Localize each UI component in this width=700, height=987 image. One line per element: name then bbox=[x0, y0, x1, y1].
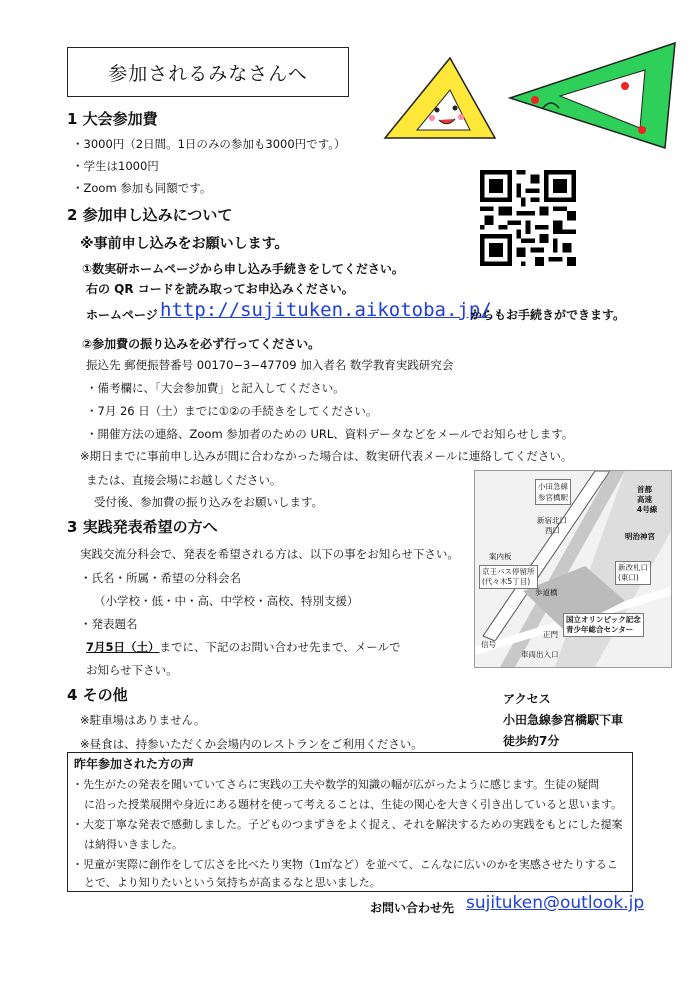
section-2-heading: 2 参加申し込みについて bbox=[67, 206, 233, 224]
fee-line-3: ・Zoom 参加も同額です。 bbox=[72, 181, 212, 195]
presentation-deadline-text: までに、下記のお問い合わせ先まで、メールで bbox=[159, 640, 401, 654]
homepage-label: ホームページ bbox=[86, 308, 158, 322]
map-footbridge: 歩道橋 bbox=[535, 588, 558, 597]
contact-label: お問い合わせ先 bbox=[370, 901, 455, 915]
map-main-gate: 正門 bbox=[543, 630, 558, 639]
map-info-board: 案内板 bbox=[489, 552, 512, 561]
map-vehicle-entrance: 車両出入口 bbox=[521, 650, 559, 659]
bank-info: 振込先 郵便振替番号 00170−3−47709 加入者名 数学教育実践研究会 bbox=[86, 358, 454, 372]
presentation-deadline: 7月5日（土） bbox=[86, 640, 160, 654]
access-map[interactable] bbox=[474, 470, 672, 668]
lunch-note: ※昼食は、持参いただくか会場内のレストランをご利用ください。 bbox=[80, 737, 423, 751]
presentation-notify: お知らせ下さい。 bbox=[86, 663, 178, 677]
map-meiji-shrine: 明治神宮 bbox=[625, 532, 655, 541]
step-1-qr-note: 右の QR コードを読み取ってお申込みください。 bbox=[86, 282, 354, 296]
triangle-ruler-illustration bbox=[375, 38, 680, 153]
presentation-categories: （小学校・低・中・高、中学校・高校、特別支援） bbox=[94, 594, 359, 608]
map-bus-stop: 京王バス停留所 (代々木5丁目) bbox=[479, 565, 538, 589]
map-east-exit: 新改札口 (東口) bbox=[615, 561, 651, 585]
step-2: ②参加費の振り込みを必ず行ってください。 bbox=[82, 337, 321, 351]
map-olympic-center: 国立オリンピック記念 青少年総合センター bbox=[563, 613, 644, 637]
map-station-label: 小田急線 参宮橋駅 bbox=[535, 479, 571, 505]
contact-email-link[interactable]: sujituken@outlook.jp bbox=[466, 893, 645, 913]
access-line-2: 徒歩約7分 bbox=[503, 734, 560, 748]
access-line-1: 小田急線参宮橋駅下車 bbox=[503, 713, 624, 727]
homepage-after-text: からもお手続きができます。 bbox=[470, 308, 626, 322]
testimonial-1a: ・先生がたの発表を聞いていてさらに実践の工夫や数学的知識の幅が広がったように感じます。生徒の疑問 bbox=[72, 778, 600, 791]
map-north-gate: 新宿北口 bbox=[537, 516, 567, 525]
preregistration-notice: ※事前申し込みをお願いします。 bbox=[80, 236, 289, 252]
direct-visit: または、直接会場にお越しください。 bbox=[86, 473, 282, 487]
presentation-item-1: ・氏名・所属・希望の分科会名 bbox=[80, 571, 241, 585]
testimonial-2a: ・大変丁寧な発表で感動しました。子どものつまずきをよく捉え、それを解決するための実践をもとにした提案 bbox=[72, 818, 623, 831]
access-title: アクセス bbox=[503, 692, 551, 706]
presentation-intro: 実践交流分科会で、発表を希望される方は、以下の事をお知らせ下さい。 bbox=[80, 547, 459, 561]
bullet-deadline: ・7月 26 日（土）までに①②の手続きをしてください。 bbox=[86, 404, 378, 418]
fee-line-2: ・学生は1000円 bbox=[72, 159, 159, 173]
homepage-link[interactable]: http://sujituken.aikotoba.jp/ bbox=[160, 299, 492, 321]
section-3-heading: 3 実践発表希望の方へ bbox=[67, 518, 218, 536]
bullet-email-info: ・開催方法の連絡、Zoom 参加者のための URL、資料データなどをメールでお知らせします。 bbox=[86, 427, 574, 441]
testimonial-2b: は納得いきました。 bbox=[84, 838, 183, 851]
testimonials-title: 昨年参加された方の声 bbox=[74, 757, 195, 771]
map-signal: 信号 bbox=[481, 640, 496, 649]
fee-line-1: ・3000円（2日間。1日のみの参加も3000円です。） bbox=[72, 137, 346, 151]
testimonial-3a: ・児童が実際に創作をして広さを比べたり実物（1㎡など）を並べて、こんなに広いのかを実感させたりするこ bbox=[72, 858, 618, 871]
parking-note: ※駐車場はありません。 bbox=[80, 713, 206, 727]
testimonial-3b: とで、より知りたいという気持ちが高まるなと思いました。 bbox=[84, 876, 381, 889]
testimonial-1b: に沿った授業展開や身近にある題材を使って考えることは、生徒の関心を大きく引き出していると思います。 bbox=[84, 798, 623, 811]
bullet-remarks: ・備考欄に、「大会参加費」と記入してください。 bbox=[86, 381, 345, 395]
qr-code[interactable] bbox=[480, 170, 576, 266]
map-expressway: 首都 高速 4号線 bbox=[637, 485, 658, 514]
step-1: ①数実研ホームページから申し込み手続きをしてください。 bbox=[82, 262, 404, 276]
page-title: 参加されるみなさんへ bbox=[67, 47, 349, 97]
late-note: ※期日までに事前申し込みが間に合わなかった場合は、数実研代表メールに連絡してください。 bbox=[80, 449, 573, 463]
section-4-heading: 4 その他 bbox=[67, 686, 128, 704]
section-1-heading: 1 大会参加費 bbox=[67, 110, 158, 128]
presentation-item-2: ・発表題名 bbox=[80, 617, 138, 631]
after-reception: 受付後、参加費の振り込みをお願いします。 bbox=[94, 495, 324, 509]
map-west-exit: 西口 bbox=[545, 526, 560, 535]
